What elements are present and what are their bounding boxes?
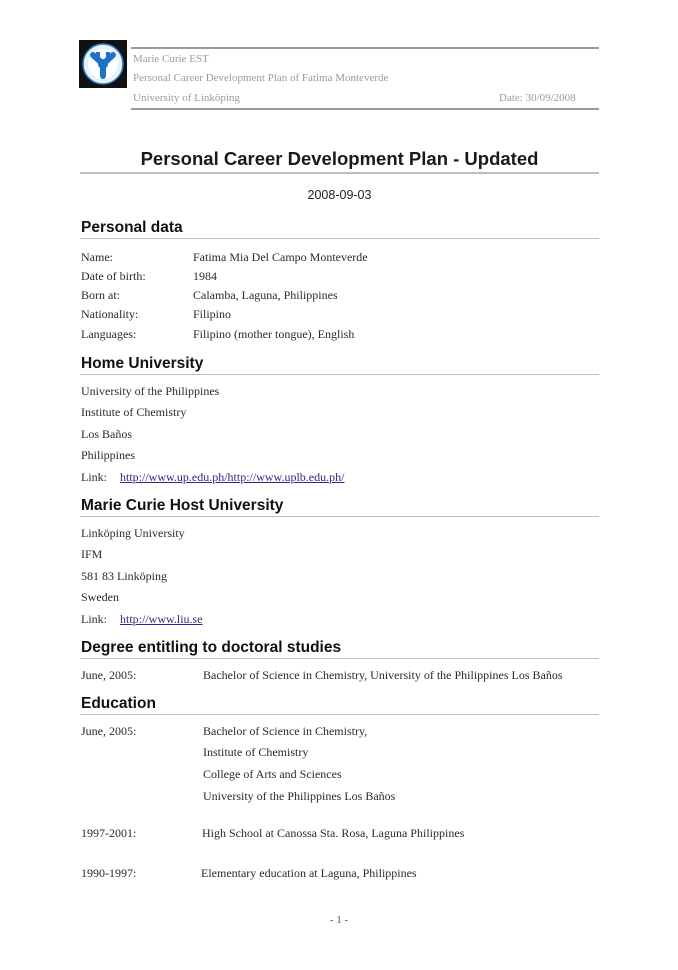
host-university-link[interactable]: http://www.liu.se bbox=[120, 612, 203, 626]
header-date: Date: 30/09/2008 bbox=[499, 92, 576, 104]
education-line: Bachelor of Science in Chemistry, bbox=[203, 724, 368, 738]
field-label: Name: bbox=[81, 250, 113, 264]
header-plan-title: Personal Career Development Plan of Fatima Monteverde bbox=[133, 72, 389, 84]
home-university-line: University of the Philippines bbox=[81, 384, 220, 398]
degree-value: Bachelor of Science in Chemistry, University of the Philippines Los Baños bbox=[203, 668, 563, 682]
degree-date: June, 2005: bbox=[81, 668, 137, 682]
section-heading-education: Education bbox=[81, 695, 156, 712]
education-line: High School at Canossa Sta. Rosa, Laguna Philippines bbox=[202, 826, 465, 840]
field-value: 1984 bbox=[193, 269, 217, 283]
host-university-line: IFM bbox=[81, 547, 103, 561]
education-date: 1990-1997: bbox=[81, 866, 137, 880]
field-label: Nationality: bbox=[81, 307, 139, 321]
page-number: - 1 - bbox=[329, 914, 349, 926]
home-university-link-label: Link: bbox=[81, 470, 107, 484]
title-rule bbox=[80, 172, 599, 174]
education-date: 1997-2001: bbox=[81, 826, 137, 840]
field-label: Languages: bbox=[81, 327, 137, 341]
home-university-link[interactable]: http://www.up.edu.ph/http://www.uplb.edu.ph/ bbox=[120, 470, 345, 484]
host-university-line: Sweden bbox=[81, 590, 119, 604]
section-rule bbox=[80, 516, 599, 517]
education-line: College of Arts and Sciences bbox=[203, 767, 342, 781]
page-title: Personal Career Development Plan - Updated bbox=[140, 148, 539, 169]
education-line: University of the Philippines Los Baños bbox=[203, 789, 396, 803]
section-rule bbox=[80, 374, 599, 375]
field-label: Date of birth: bbox=[81, 269, 146, 283]
field-value: Fatima Mia Del Campo Monteverde bbox=[193, 250, 368, 264]
home-university-line: Los Baños bbox=[81, 427, 132, 441]
home-university-line: Institute of Chemistry bbox=[81, 405, 187, 419]
section-heading-home-university: Home University bbox=[81, 355, 204, 372]
university-logo-icon bbox=[79, 40, 127, 88]
header-program: Marie Curie EST bbox=[133, 53, 209, 65]
section-rule bbox=[80, 238, 599, 239]
section-heading-degree: Degree entitling to doctoral studies bbox=[81, 639, 342, 656]
header-bottom-rule bbox=[131, 108, 599, 110]
field-value: Filipino (mother tongue), English bbox=[193, 327, 355, 341]
education-line: Institute of Chemistry bbox=[203, 745, 309, 759]
section-rule bbox=[80, 658, 599, 659]
host-university-line: 581 83 Linköping bbox=[81, 569, 167, 583]
header-top-rule bbox=[131, 47, 599, 49]
field-label: Born at: bbox=[81, 288, 120, 302]
field-value: Filipino bbox=[193, 307, 232, 321]
education-line: Elementary education at Laguna, Philippines bbox=[201, 866, 417, 880]
education-date: June, 2005: bbox=[81, 724, 137, 738]
document-date: 2008-09-03 bbox=[307, 188, 372, 202]
section-heading-host-university: Marie Curie Host University bbox=[81, 497, 284, 514]
host-university-link-label: Link: bbox=[81, 612, 107, 626]
host-university-line: Linköping University bbox=[81, 526, 185, 540]
home-university-line: Philippines bbox=[81, 448, 136, 462]
section-heading-personal-data: Personal data bbox=[81, 219, 183, 236]
header-university: University of Linköping bbox=[133, 92, 240, 104]
field-value: Calamba, Laguna, Philippines bbox=[193, 288, 338, 302]
section-rule bbox=[80, 714, 599, 715]
